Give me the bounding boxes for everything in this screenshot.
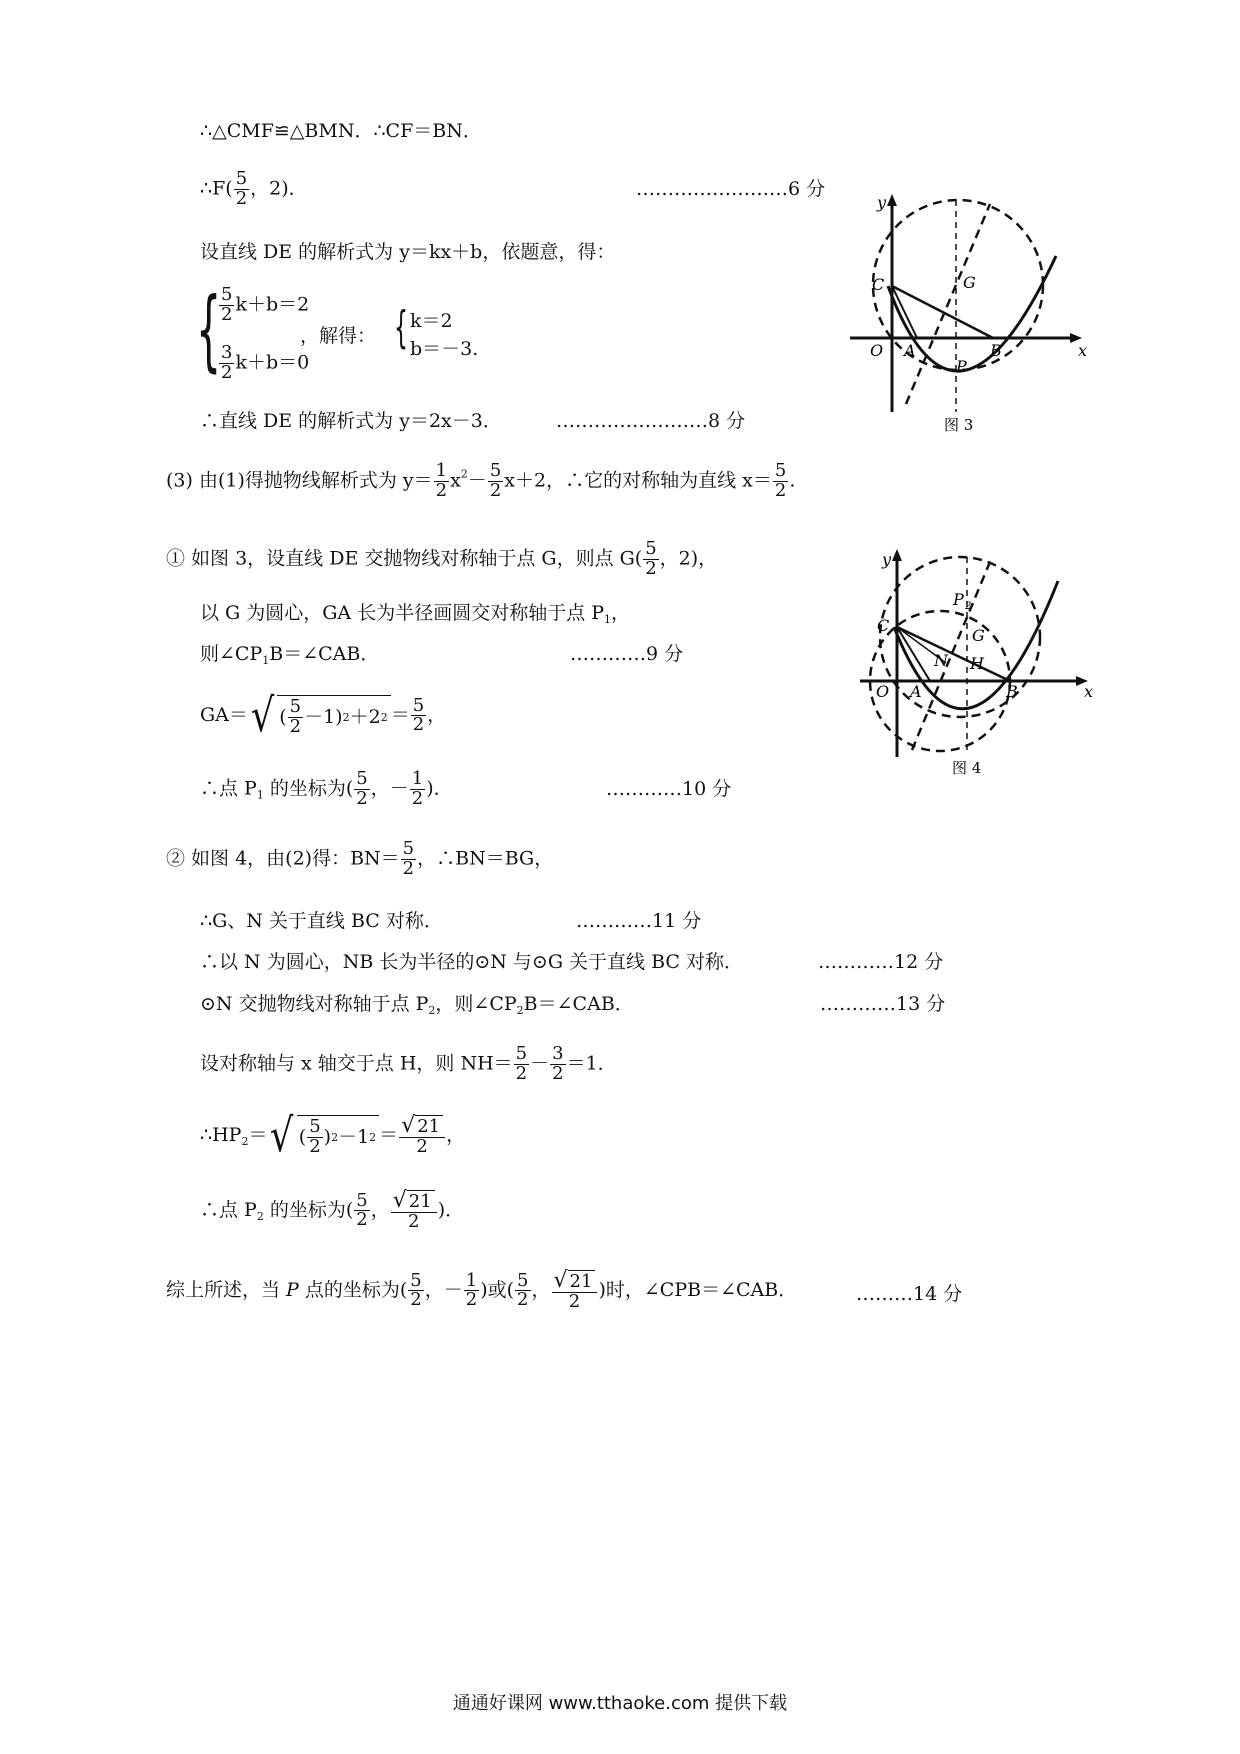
equation-1: $\frac{5}{2}$ k＋b＝2 <box>221 284 310 325</box>
solution-k: k＝2 <box>410 310 453 332</box>
fig3-label-p: P <box>956 357 967 376</box>
fig3-label-a: A <box>904 341 916 360</box>
fig4-label-y: y <box>882 550 892 569</box>
step-p2-coordinates: ∴点 $P_2$ 的坐标为( $\frac{5}{2}$ ， √ 21 2 )． <box>200 1188 465 1232</box>
step-angle-p1: 则$\angle CP_1B=\angle CAB$． <box>200 643 380 667</box>
step-set-line-de: 设直线 DE 的解析式为 y＝kx＋b，依题意，得： <box>200 241 616 263</box>
left-brace: { <box>196 278 222 381</box>
fig4-label-h: H <box>970 654 984 673</box>
fig4-label-x: x <box>1084 682 1094 701</box>
score-13: …………13 分 <box>820 993 946 1015</box>
step-parabola-axis: (3) 由(1)得抛物线解析式为 y＝ $\frac{1}{2}$ $x^2-$ $\frac{5}{2}$ x＋2，∴它的对称轴为直线 x＝ $\frac{5}{2}$ . <box>166 460 796 501</box>
fig4-label-c: C <box>877 616 890 635</box>
fig3-label-x: x <box>1078 341 1088 360</box>
step-circle-n: ∴以 N 为圆心，NB 长为半径的⊙N 与⊙G 关于直线 BC 对称． <box>200 951 743 973</box>
step-angle-p2: ⊙N 交抛物线对称轴于点 $P_2$，则$\angle CP_2B=\angle CAB$． <box>200 993 634 1017</box>
fig4-label-n: N <box>934 651 948 670</box>
score-9: …………9 分 <box>570 643 684 665</box>
step-hp2: $\therefore HP_2=$ √ ( $\frac{5}{2}$ ) 2 －1 2 ＝ √ 21 2 ， <box>200 1108 466 1163</box>
score-14: ………14 分 <box>856 1283 963 1305</box>
step-congruence: ∴△CMF≌△BMN．∴CF＝BN． <box>200 120 482 142</box>
step-line-de-result: ∴直线 DE 的解析式为 y＝2x－3． <box>200 410 502 432</box>
fig4-caption: 图 4 <box>952 759 982 777</box>
fig3-label-y: y <box>877 193 887 212</box>
fig4-label-p2: P <box>953 590 964 609</box>
fig4-label-o: O <box>876 682 890 701</box>
fig4-label-g: G <box>972 626 985 645</box>
solution-brace: { <box>394 302 408 353</box>
step-circle-g: 以 G 为圆心，GA 长为半径画圆交对称轴于点 $P_1$， <box>200 602 631 626</box>
step-fig4-bn: ② 如图 4，由(2)得：BN＝ $\frac{5}{2}$ ，∴BN＝BG， <box>166 838 554 879</box>
fig3-label-g: G <box>963 273 976 292</box>
step-p1-coordinates: ∴点 $P_1$ 的坐标为( $\frac{5}{2}$ ，－ $\frac{1}{2}$ )． <box>200 768 453 809</box>
fig3-label-c: C <box>872 275 885 294</box>
score-11: …………11 分 <box>576 910 702 932</box>
step-symmetric-gn: ∴G、N 关于直线 BC 对称． <box>200 910 443 932</box>
step-nh: 设对称轴与 x 轴交于点 H，则 NH＝ $\frac{5}{2}$ － $\frac{3}{2}$ ＝1． <box>200 1043 617 1084</box>
solution-b: b＝－3. <box>410 338 479 360</box>
fig4-label-b: B <box>1006 682 1018 701</box>
figure-3 <box>840 190 1100 440</box>
footer-download-note: 通通好课网 www.tthaoke.com 提供下载 <box>452 1693 788 1714</box>
step-fig3-point-g: ① 如图 3，设直线 DE 交抛物线对称轴于点 G，则点 G( $\frac{5}{2}$ ，2)， <box>166 538 718 579</box>
score-6: ……………………6 分 <box>636 178 826 200</box>
score-10: …………10 分 <box>606 778 732 800</box>
solve-label: ，解得： <box>300 325 377 347</box>
fig3-caption: 图 3 <box>944 416 974 434</box>
equation-2: $\frac{3}{2}$ k＋b＝0 <box>221 342 310 383</box>
fig4-label-a: A <box>910 682 922 701</box>
fraction: $\frac{5}{2}$ <box>235 168 248 209</box>
fig3-label-o: O <box>870 341 884 360</box>
score-8: ……………………8 分 <box>556 410 746 432</box>
score-12: …………12 分 <box>818 951 944 973</box>
step-conclusion: 综上所述，当 P 点的坐标为( $\frac{5}{2}$ ，－ $\frac{1}{2}$ )或( $\frac{5}{2}$ ， √ 21 2 )时，∠CPB＝∠CAB． <box>166 1268 798 1312</box>
step-point-f: ∴F( $\frac{5}{2}$ ，2)． <box>200 168 308 209</box>
step-ga-length: GA＝ √ ( $\frac{5}{2}$ －1) 2 ＋2 2 ＝ $\frac{5}{2}$ ， <box>200 688 447 742</box>
fig3-label-b: B <box>990 341 1002 360</box>
fig4-label-p2-sub: 2 <box>965 601 972 612</box>
figure-4 <box>850 545 1110 795</box>
